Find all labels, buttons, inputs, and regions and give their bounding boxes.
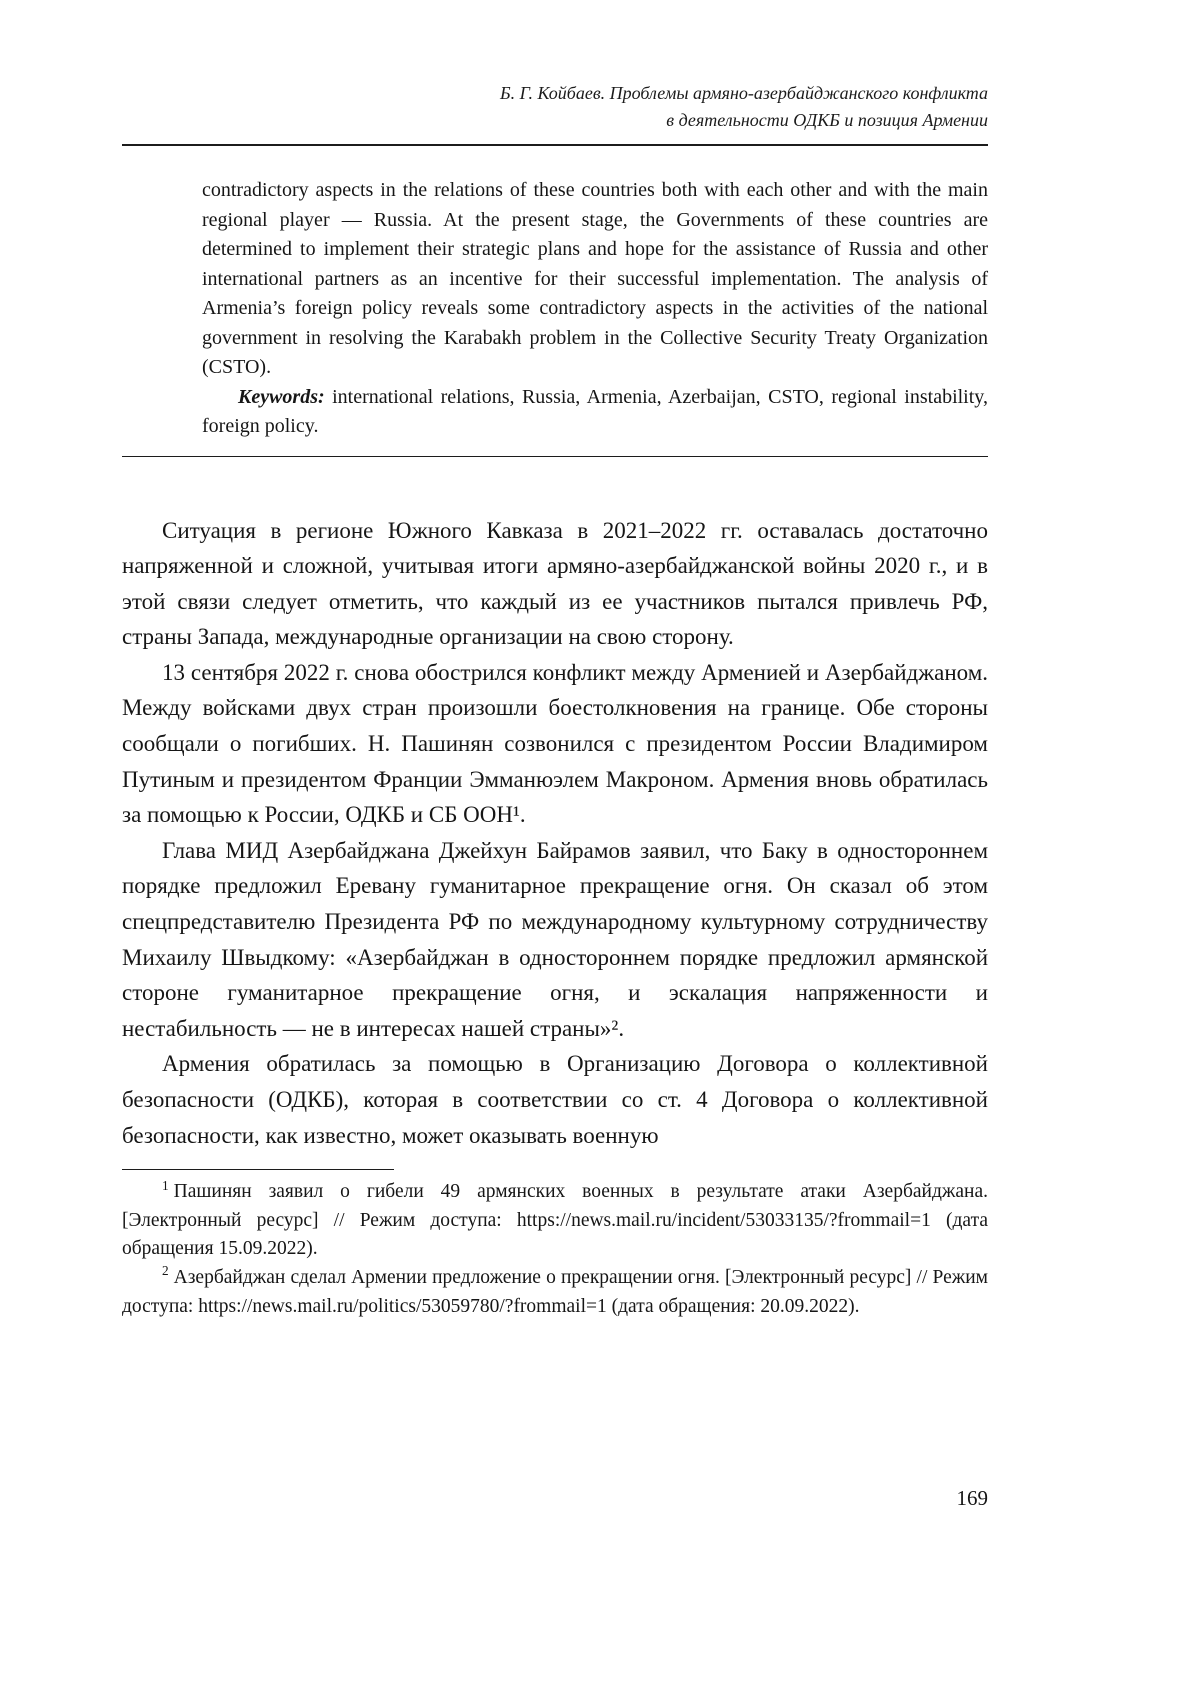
running-header-line2: в деятельности ОДКБ и позиция Армении xyxy=(666,110,988,130)
footnote-1-text: Пашинян заявил о гибели 49 армянских военных в результате атаки Азербайджана. [Электронный ресурс] // Режим доступа: https://news.mail.ru/incident/53033135/?frommail=1 (дата обращения 15.09.2022). xyxy=(122,1181,988,1260)
body-paragraph-4: Армения обратилась за помощью в Организацию Договора о коллективной безопасности (ОДКБ), которая в соответствии со ст. 4 Договора о коллективной безопасности, как известно, может оказывать военную xyxy=(122,1051,988,1148)
header-rule xyxy=(122,144,988,146)
keywords-label: Keywords: xyxy=(238,385,325,408)
abstract-block xyxy=(202,176,988,442)
body-paragraph-2: 13 сентября 2022 г. снова обострился конфликт между Арменией и Азербайджаном. Между войсками двух стран произошли боестолкновения на границе. Обе стороны сообщали о погибших. Н. Пашинян созвонился с президентом России Владимиром Путиным и президентом Франции Эмманюэлем Макроном. Армения вновь обратилась за помощью к России, ОДКБ и СБ ООН¹. xyxy=(122,659,988,828)
footnote-2 xyxy=(122,1264,988,1321)
footnote-1-marker: 1 xyxy=(162,1177,169,1193)
running-header xyxy=(122,80,988,134)
keywords-paragraph xyxy=(202,383,988,442)
keywords-text: international relations, Russia, Armenia, Azerbaijan, CSTO, regional instability, foreign policy. xyxy=(202,385,988,437)
abstract-text: contradictory aspects in the relations of these countries both with each other and with the main regional player — Russia. At the present stage, the Governments of these countries are determined to implement their strategic plans and hope for the assistance of Russia and other international partners as an incentive for their successful implementation. The analysis of Armenia’s foreign policy reveals some contradictory aspects in the activities of the national government in resolving the Karabakh problem in the Collective Security Treaty Organization (CSTO). xyxy=(202,179,988,378)
abstract-rule xyxy=(122,456,988,457)
footnote-separator-rule xyxy=(122,1169,394,1170)
footnotes-block xyxy=(122,1169,988,1321)
running-header-line1: Б. Г. Койбаев. Проблемы армяно-азербайджанского конфликта xyxy=(500,83,988,103)
article-body xyxy=(122,513,988,1154)
page-number: 169 xyxy=(956,1486,988,1510)
footnote-2-marker: 2 xyxy=(162,1263,169,1279)
body-paragraph-1: Ситуация в регионе Южного Кавказа в 2021–2022 гг. оставалась достаточно напряженной и сложной, учитывая итоги армяно-азербайджанской войны 2020 г., и в этой связи следует отметить, что каждый из ее участников пытался привлечь РФ, страны Запада, международные организации на свою сторону. xyxy=(122,517,988,650)
footnote-2-text: Азербайджан сделал Армении предложение о прекращении огня. [Электронный ресурс] // Режим доступа: https://news.mail.ru/politics/53059780/?frommail=1 (дата обращения: 20.09.2022). xyxy=(122,1266,988,1317)
footnote-1 xyxy=(122,1178,988,1264)
body-paragraph-3: Глава МИД Азербайджана Джейхун Байрамов заявил, что Баку в одностороннем порядке предложил Еревану гуманитарное прекращение огня. Он сказал об этом спецпредставителю Президента РФ по международному культурному сотрудничеству Михаилу Швыдкому: «Азербайджан в одностороннем порядке предложил армянской стороне гуманитарное прекращение огня, и эскалация напряженности и нестабильность — не в интересах нашей страны»². xyxy=(122,837,988,1041)
